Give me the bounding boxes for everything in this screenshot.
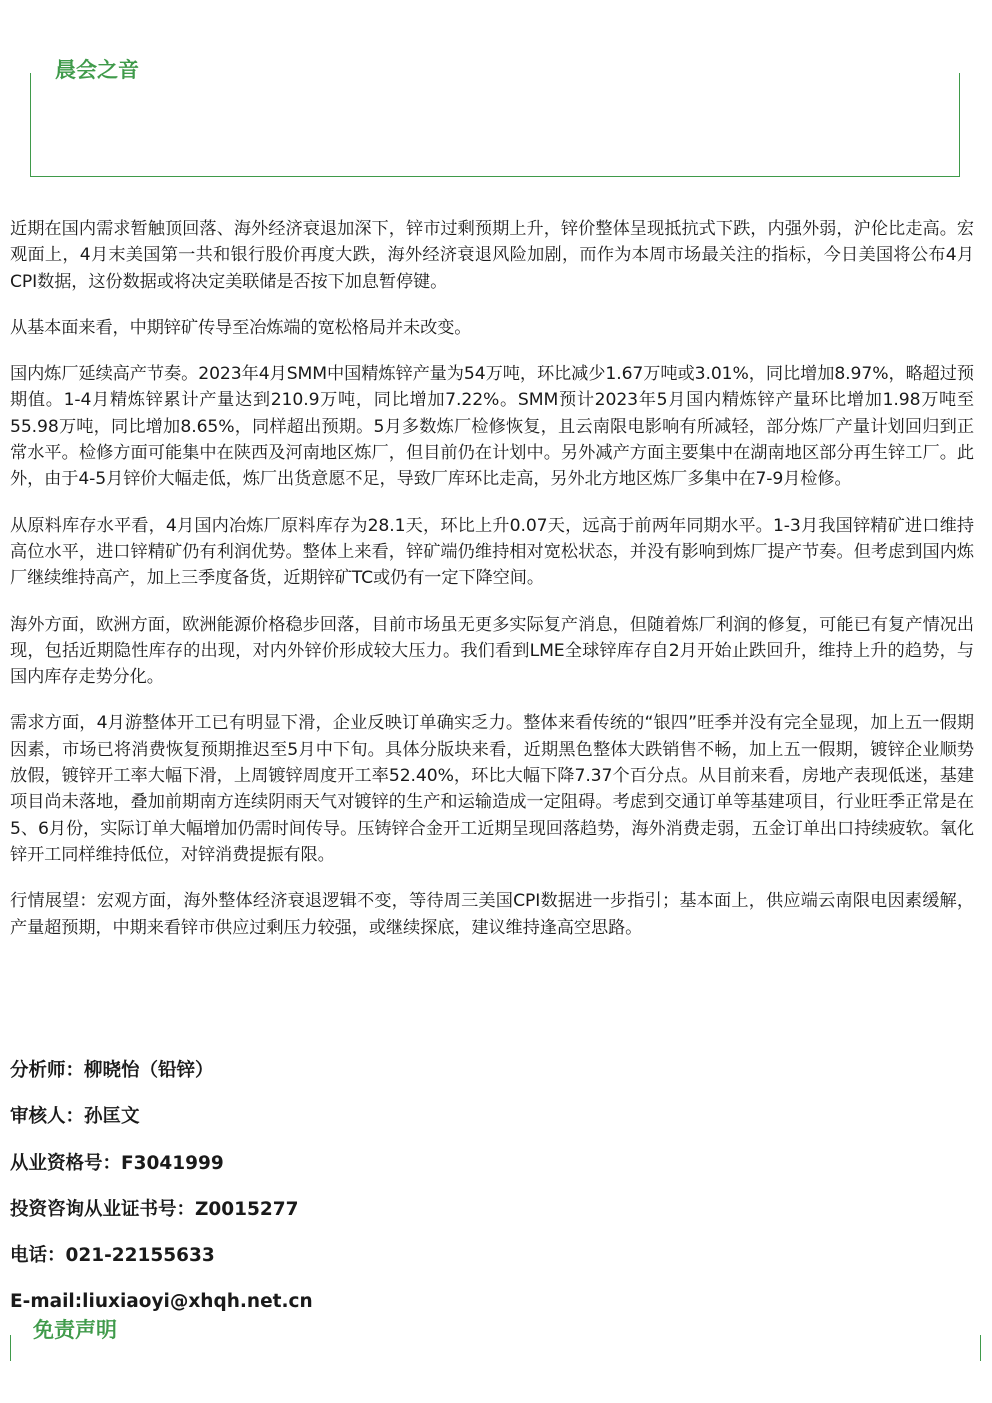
paragraph-raw-material: 从原料库存水平看，4月国内冶炼厂原料库存为28.1天，环比上升0.07天，远高于前两年同期水平。1-3月我国锌精矿进口维持高位水平，进口锌精矿仍有利润优势。整体上来看，锌矿端仍维持相对宽松状态，并没有影响到炼厂提产节奏。但考虑到国内炼厂继续维持高产，加上三季度备货，近期锌矿TC或仍有一定下降空间。 [10, 515, 974, 589]
email-line: E-mail:liuxiaoyi@xhqh.net.cn [10, 1291, 313, 1313]
section-frame [30, 73, 960, 177]
signature-block [10, 1057, 610, 1335]
disclaimer-rule-left [10, 1335, 11, 1361]
paragraph-domestic-smelters: 国内炼厂延续高产节奏。2023年4月SMM中国精炼锌产量为54万吨，环比减少1.67万吨或3.01%，同比增加8.97%，略超过预期值。1-4月精炼锌累计产量达到210.9万吨，同比增加7.22%。SMM预计2023年5月国内精炼锌产量环比增加1.98万吨至55.98万吨，同比增加8.65%，同样超出预期。5月多数炼厂检修恢复，且云南限电影响有所减轻，部分炼厂产量计划回归到正常水平。检修方面可能集中在陕西及河南地区炼厂，但目前仍在计划中。另外减产方面主要集中在湖南地区部分再生锌工厂。此外，由于4-5月锌价大幅走低，炼厂出货意愿不足，导致厂库环比走高，另外北方地区炼厂多集中在7-9月检修。 [10, 364, 974, 490]
paragraph-fundamentals: 从基本面来看，中期锌矿传导至冶炼端的宽松格局并未改变。 [10, 317, 472, 338]
paragraph-outlook: 行情展望：宏观方面，海外整体经济衰退逻辑不变，等待周三美国CPI数据进一步指引；基本面上，供应端云南限电因素缓解，产量超预期，中期来看锌市供应过剩压力较强，或继续探底，建议维持逢高空思路。 [10, 891, 974, 938]
reviewer-line: 审核人：孙匡文 [10, 1106, 140, 1128]
paragraph-overseas: 海外方面，欧洲方面，欧洲能源价格稳步回落，目前市场虽无更多实际复产消息，但随着炼厂利润的修复，可能已有复产情况出现，包括近期隐性库存的出现，对内外锌价形成较大压力。我们看到LME全球锌库存自2月开始止跌回升，维持上升的趋势，与国内库存走势分化。 [10, 614, 974, 688]
disclaimer-title: 免责声明 [33, 1318, 117, 1342]
disclaimer-rule-right [980, 1335, 981, 1361]
consult-cert-line: 投资咨询从业证书号：Z0015277 [10, 1198, 299, 1220]
article-body [10, 216, 974, 961]
section-title: 晨会之音 [55, 58, 139, 82]
qualification-line: 从业资格号：F3041999 [10, 1152, 224, 1174]
paragraph-intro: 近期在国内需求暂触顶回落、海外经济衰退加深下，锌市过剩预期上升，锌价整体呈现抵抗式下跌，内强外弱，沪伦比走高。宏观面上，4月末美国第一共和银行股价再度大跌，海外经济衰退风险加剧，而作为本周市场最关注的指标，今日美国将公布4月CPI数据，这份数据或将决定美联储是否按下加息暂停键。 [10, 219, 974, 292]
analyst-line: 分析师：柳晓怡（铅锌） [10, 1060, 214, 1081]
phone-line: 电话：021-22155633 [10, 1245, 215, 1267]
paragraph-demand: 需求方面，4月游整体开工已有明显下滑，企业反映订单确实乏力。整体来看传统的“银四”旺季并没有完全显现，加上五一假期因素，市场已将消费恢复预期推迟至5月中下旬。具体分版块来看，近期黑色整体大跌销售不畅，加上五一假期，镀锌企业顺势放假，镀锌开工率大幅下滑，上周镀锌周度开工率52.40%，环比大幅下降7.37个百分点。从目前来看，房地产表现低迷，基建项目尚未落地，叠加前期南方连续阴雨天气对镀锌的生产和运输造成一定阻碍。考虑到交通订单等基建项目，行业旺季正常是在5、6月份，实际订单大幅增加仍需时间传导。压铸锌合金开工近期呈现回落趋势，海外消费走弱，五金订单出口持续疲软。氧化锌开工同样维持低位，对锌消费提振有限。 [10, 713, 974, 865]
